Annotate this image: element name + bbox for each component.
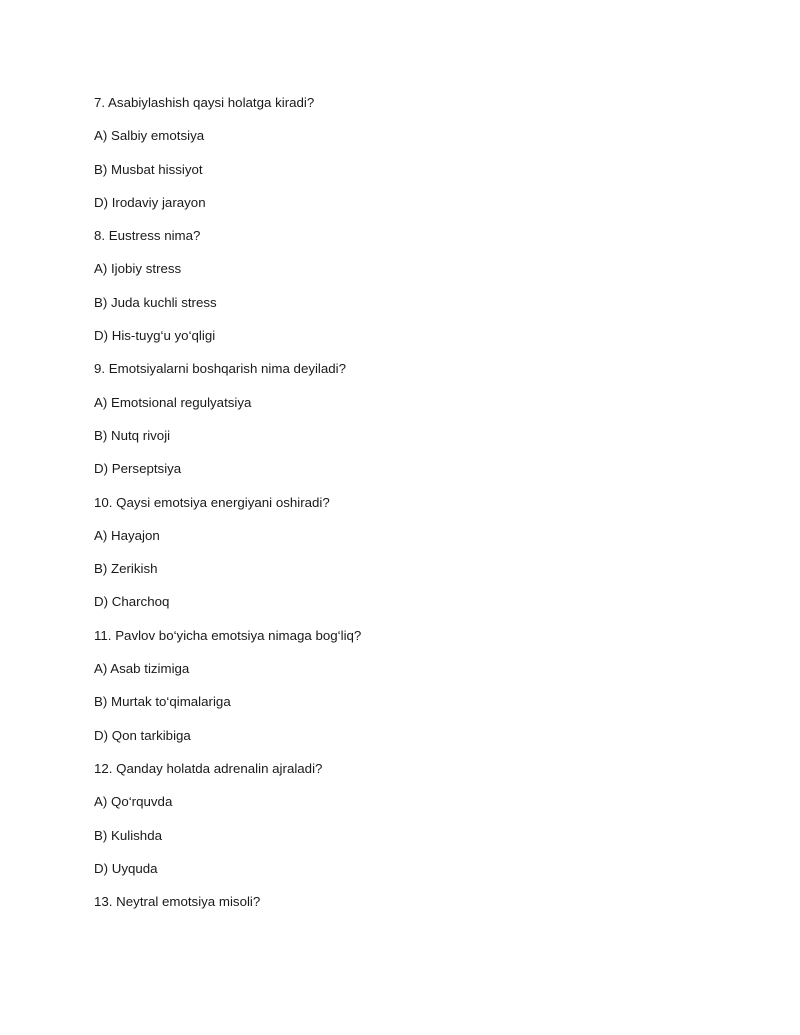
question-7-option-a: A) Salbiy emotsiya bbox=[94, 128, 205, 144]
question-9-option-a: A) Emotsional regulyatsiya bbox=[94, 394, 252, 410]
question-8-option-b: B) Juda kuchli stress bbox=[94, 294, 217, 310]
question-9-option-b: B) Nutq rivoji bbox=[94, 427, 171, 443]
question-12-option-b: B) Kulishda bbox=[94, 827, 162, 843]
question-12-option-a: A) Qo‘rquvda bbox=[94, 794, 173, 810]
question-13: 13. Neytral emotsiya misoli? bbox=[94, 894, 261, 910]
question-10-option-a: A) Hayajon bbox=[94, 527, 160, 543]
question-8-option-a: A) Ijobiy stress bbox=[94, 261, 182, 277]
question-11: 11. Pavlov bo‘yicha emotsiya nimaga bog‘liq? bbox=[94, 627, 362, 643]
question-12: 12. Qanday holatda adrenalin ajraladi? bbox=[94, 760, 323, 776]
question-7-option-b: B) Musbat hissiyot bbox=[94, 161, 203, 177]
question-12-option-d: D) Uyquda bbox=[94, 860, 158, 876]
question-8-option-d: D) His-tuyg‘u yo‘qligi bbox=[94, 328, 216, 344]
question-8: 8. Eustress nima? bbox=[94, 228, 201, 244]
document-body bbox=[94, 93, 734, 925]
question-11-option-b: B) Murtak to‘qimalariga bbox=[94, 694, 231, 710]
question-7: 7. Asabiylashish qaysi holatga kiradi? bbox=[94, 95, 315, 110]
question-7-option-d: D) Irodaviy jarayon bbox=[94, 194, 206, 210]
question-11-option-d: D) Qon tarkibiga bbox=[94, 727, 191, 743]
question-9: 9. Emotsiyalarni boshqarish nima deyiladi? bbox=[94, 361, 347, 377]
question-11-option-a: A) Asab tizimiga bbox=[94, 661, 190, 677]
question-10-option-d: D) Charchoq bbox=[94, 594, 170, 610]
question-10: 10. Qaysi emotsiya energiyani oshiradi? bbox=[94, 494, 330, 510]
question-10-option-b: B) Zerikish bbox=[94, 561, 158, 577]
question-9-option-d: D) Perseptsiya bbox=[94, 461, 182, 477]
